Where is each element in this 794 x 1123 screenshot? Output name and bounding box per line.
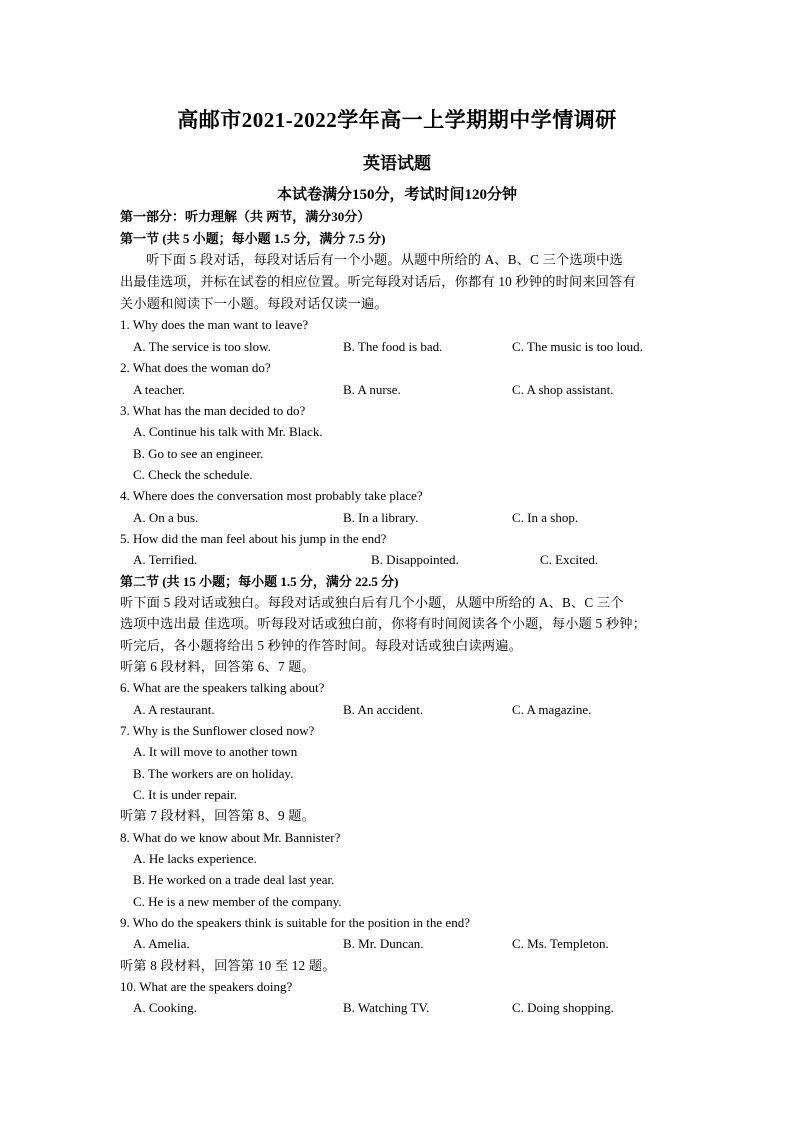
- question-stem: 6. What are the speakers talking about?: [120, 680, 325, 695]
- section1-instruction-line: 关小题和阅读下一小题。每段对话仅读一遍。: [120, 296, 388, 311]
- option-b: B. The workers are on holiday.: [133, 766, 294, 781]
- option-b: B. A nurse.: [343, 382, 401, 397]
- section2-instruction-line: 听下面 5 段对话或独白。每段对话或独白后有几个小题，从题中所给的 A、B、C 三个: [120, 595, 624, 610]
- option-c: C. Doing shopping.: [512, 1000, 614, 1015]
- option-b: B. An accident.: [343, 702, 424, 717]
- material-note: 听第 7 段材料，回答第 8、9 题。: [120, 808, 316, 823]
- option-b: B. The food is bad.: [343, 339, 443, 354]
- option-b: B. Disappointed.: [371, 552, 459, 567]
- section1-instruction-line: 听下面 5 段对话，每段对话后有一个小题。从题中所给的 A、B、C 三个选项中选: [146, 252, 623, 267]
- option-a: A. It will move to another town: [133, 744, 298, 759]
- option-c: C. He is a new member of the company.: [133, 894, 342, 909]
- option-b: B. Watching TV.: [343, 1000, 430, 1015]
- option-b: B. Go to see an engineer.: [133, 446, 264, 461]
- option-a: A. Cooking.: [133, 1000, 197, 1015]
- section2-instruction-line: 听完后，各小题将给出 5 秒钟的作答时间。每段对话或独白读两遍。: [120, 638, 523, 653]
- option-a: A. Amelia.: [133, 936, 190, 951]
- question-stem: 1. Why does the man want to leave?: [120, 317, 309, 332]
- option-a: A teacher.: [133, 382, 185, 397]
- question-stem: 5. How did the man feel about his jump in the end?: [120, 531, 387, 546]
- option-a: A. Continue his talk with Mr. Black.: [133, 424, 323, 439]
- option-c: C. The music is too loud.: [512, 339, 643, 354]
- option-c: C. In a shop.: [512, 510, 579, 525]
- option-a: A. On a bus.: [133, 510, 199, 525]
- section2-heading: 第二节 (共 15 小题；每小题 1.5 分，满分 22.5 分): [120, 574, 399, 589]
- question-stem: 10. What are the speakers doing?: [120, 979, 293, 994]
- option-c: C. A magazine.: [512, 702, 592, 717]
- material-note: 听第 8 段材料，回答第 10 至 12 题。: [120, 958, 336, 973]
- question-stem: 9. Who do the speakers think is suitable for the position in the end?: [120, 915, 470, 930]
- question-stem: 8. What do we know about Mr. Bannister?: [120, 830, 341, 845]
- option-a: A. He lacks experience.: [133, 851, 257, 866]
- option-b: B. In a library.: [343, 510, 419, 525]
- option-a: A. The service is too slow.: [133, 339, 271, 354]
- option-c: C. It is under repair.: [133, 787, 237, 802]
- section1-instruction-line: 出最佳选项，并标在试卷的相应位置。听完每段对话后，你都有 10 秒钟的时间来回答有: [120, 274, 636, 289]
- option-c: C. Ms. Templeton.: [512, 936, 609, 951]
- option-c: C. A shop assistant.: [512, 382, 614, 397]
- question-stem: 7. Why is the Sunflower closed now?: [120, 723, 315, 738]
- part1-heading: 第一部分：听力理解（共 两节，满分30分）: [120, 209, 371, 224]
- option-c: C. Check the schedule.: [133, 467, 253, 482]
- question-stem: 3. What has the man decided to do?: [120, 403, 306, 418]
- section1-heading: 第一节 (共 5 小题；每小题 1.5 分，满分 7.5 分): [120, 231, 386, 246]
- question-stem: 4. Where does the conversation most probably take place?: [120, 488, 423, 503]
- option-b: B. Mr. Duncan.: [343, 936, 424, 951]
- option-c: C. Excited.: [540, 552, 599, 567]
- question-stem: 2. What does the woman do?: [120, 360, 271, 375]
- section2-instruction-line: 选项中选出最 佳选项。听每段对话或独白前，你将有时间阅读各个小题，每小题 5 秒钟；: [120, 616, 647, 631]
- material-note: 听第 6 段材料，回答第 6、7 题。: [120, 659, 316, 674]
- option-a: A. A restaurant.: [133, 702, 215, 717]
- exam-subject: 英语试题: [363, 154, 431, 173]
- option-b: B. He worked on a trade deal last year.: [133, 872, 335, 887]
- exam-title: 高邮市2021-2022学年高一上学期期中学情调研: [177, 108, 617, 132]
- exam-info: 本试卷满分150分，考试时间120分钟: [276, 187, 517, 203]
- option-a: A. Terrified.: [133, 552, 198, 567]
